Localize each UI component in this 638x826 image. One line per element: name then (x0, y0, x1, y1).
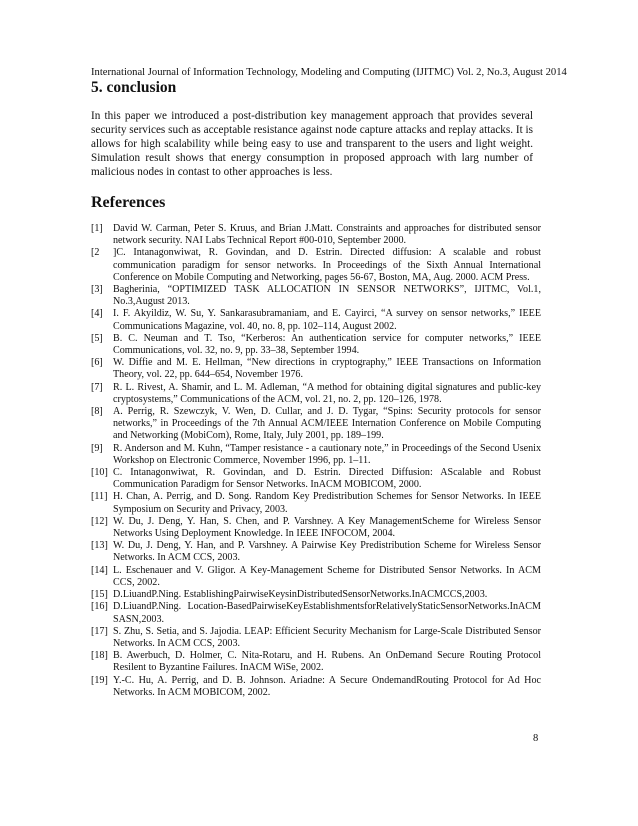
reference-number: [11] (91, 491, 108, 503)
page-number: 8 (533, 733, 539, 744)
reference-item (91, 406, 541, 443)
reference-text: Bagherinia, “OPTIMIZED TASK ALLOCATION IN SENSOR NETWORKS”, IJITMC, Vol.1, No.3,August 2013. (113, 284, 541, 308)
reference-text: L. Eschenauer and V. Gligor. A Key-Management Scheme for Distributed Sensor Networks. In ACM CCS, 2002. (113, 564, 541, 588)
reference-text: W. Diffie and M. E. Hellman, “New directions in cryptography,” IEEE Transactions on Information Theory, vol. 22, pp. 644–654, November 1976. (113, 357, 541, 381)
reference-number: [13] (91, 540, 108, 552)
reference-number: [16] (91, 601, 108, 613)
reference-item (91, 357, 541, 381)
reference-item (91, 589, 541, 601)
reference-number: [15] (91, 589, 108, 601)
reference-number: [10] (91, 467, 108, 479)
reference-item (91, 284, 541, 308)
reference-item (91, 675, 541, 699)
reference-text: A. Perrig, R. Szewczyk, V. Wen, D. Cullar, and J. D. Tygar, “Spins: Security protocols for sensor networks,” in Proceedings of the 7th Annual ACM/IEEE Internation Conference on Mobile Computing and Networking (MobiCom), Rome, Italy, July 2001, pp. 189–199. (113, 406, 541, 442)
reference-item (91, 540, 541, 564)
reference-item (91, 443, 541, 467)
reference-text: ]C. Intanagonwiwat, R. Govindan, and D. Estrin. Directed diffusion: A scalable and robust communication paradigm for sensor networks. In Proceedings of the Sixth Annual International Conference on Mobile Computing and Networking, pages 56-67, Boston, MA, Aug. 2000. ACM Press. (113, 247, 541, 283)
reference-number: [1] (91, 223, 103, 234)
references-heading: References (91, 194, 166, 211)
reference-text: D.LiuandP.Ning. Location-BasedPairwiseKeyEstablishmentsforRelativelyStaticSensorNetworks.InACMSASN,2003. (113, 601, 541, 625)
reference-text: B. C. Neuman and T. Tso, “Kerberos: An authentication service for computer networks,” IEEE Communications, vol. 32, no. 9, pp. 33–38, September 1994. (113, 332, 541, 357)
reference-text: B. Awerbuch, D. Holmer, C. Nita-Rotaru, and H. Rubens. An OnDemand Secure Routing Protocol Resilent to Byzantine Failures. InACM WiSe, 2002. (113, 650, 541, 674)
reference-number: [12] (91, 515, 108, 527)
reference-number: [5] (91, 332, 103, 344)
reference-number: [17] (91, 625, 108, 637)
reference-item (91, 601, 541, 625)
reference-number: [8] (91, 406, 103, 418)
reference-item (91, 565, 541, 589)
conclusion-paragraph: In this paper we introduced a post-distribution key management approach that provides several security services such as acceptable resistance against node capture attacks and replay attacks. It is allows for high scalability while being easy to use and transparent to the users and light weight. Simulation result shows that energy consumption in proposed approach with larg number of malicious nodes in contast to other approaches is less. (91, 110, 533, 179)
reference-item (91, 382, 541, 406)
reference-item (91, 516, 541, 540)
reference-number: [3] (91, 284, 103, 296)
reference-text: C. Intanagonwiwat, R. Govindan, and D. Estrin. Directed Diffusion: AScalable and Robust Communication Paradigm for Sensor Networks. InACM MOBICOM, 2000. (113, 467, 541, 491)
reference-item (91, 626, 541, 650)
reference-text: W. Du, J. Deng, Y. Han, and P. Varshney. A Pairwise Key Predistribution Scheme for Wireless Sensor Networks. In ACM CCS, 2003. (113, 540, 541, 564)
reference-text: H. Chan, A. Perrig, and D. Song. Random Key Predistribution Schemes for Sensor Networks. In IEEE Symposium on Security and Privacy, 2003. (113, 491, 541, 515)
reference-text: Y.-C. Hu, A. Perrig, and D. B. Johnson. Ariadne: A Secure OndemandRouting Protocol for Ad Hoc Networks. In ACM MOBICOM, 2002. (113, 674, 541, 698)
reference-item (91, 223, 541, 247)
reference-number: [2 (91, 247, 100, 259)
conclusion-heading: 5. conclusion (91, 79, 177, 96)
reference-item (91, 247, 541, 284)
reference-text: David W. Carman, Peter S. Kruus, and Brian J.Matt. Constraints and approaches for distributed sensor network security. NAI Labs Technical Report #00-010, September 2000. (113, 223, 541, 247)
journal-header: International Journal of Information Technology, Modeling and Computing (IJITMC) Vol. 2, No.3, August 2014 (91, 67, 567, 78)
reference-text: W. Du, J. Deng, Y. Han, S. Chen, and P. Varshney. A Key ManagementScheme for Wireless Sensor Networks Using Deployment Knowledge. In IEEE INFOCOM, 2004. (113, 515, 541, 540)
reference-text: S. Zhu, S. Setia, and S. Jajodia. LEAP: Efficient Security Mechanism for Large-Scale Distributed Sensor Networks. In ACM CCS, 2003. (113, 625, 541, 649)
reference-list (91, 223, 541, 699)
reference-item (91, 308, 541, 332)
reference-number: [9] (91, 442, 103, 454)
reference-item (91, 333, 541, 357)
reference-item (91, 467, 541, 491)
reference-number: [19] (91, 674, 108, 686)
reference-item (91, 650, 541, 674)
reference-text: D.LiuandP.Ning. EstablishingPairwiseKeysinDistributedSensorNetworks.InACMCCS,2003. (113, 589, 488, 601)
reference-item (91, 491, 541, 515)
reference-text: I. F. Akyildiz, W. Su, Y. Sankarasubramaniam, and E. Cayirci, “A survey on sensor networks,” IEEE Communications Magazine, vol. 40, no. 8, pp. 102–114, August 2002. (113, 308, 541, 332)
reference-number: [18] (91, 650, 108, 662)
reference-text: R. Anderson and M. Kuhn, “Tamper resistance - a cautionary note,” in Proceedings of the Second Usenix Workshop on Electronic Commerce, November 1996, pp. 1–11. (113, 442, 541, 466)
reference-number: [7] (91, 381, 103, 393)
reference-number: [14] (91, 564, 108, 576)
reference-number: [4] (91, 308, 103, 320)
reference-number: [6] (91, 357, 103, 369)
reference-text: R. L. Rivest, A. Shamir, and L. M. Adleman, “A method for obtaining digital signatures and public-key cryptosystems,” Communications of the ACM, vol. 21, no. 2, pp. 120–126, 1978. (113, 381, 541, 405)
